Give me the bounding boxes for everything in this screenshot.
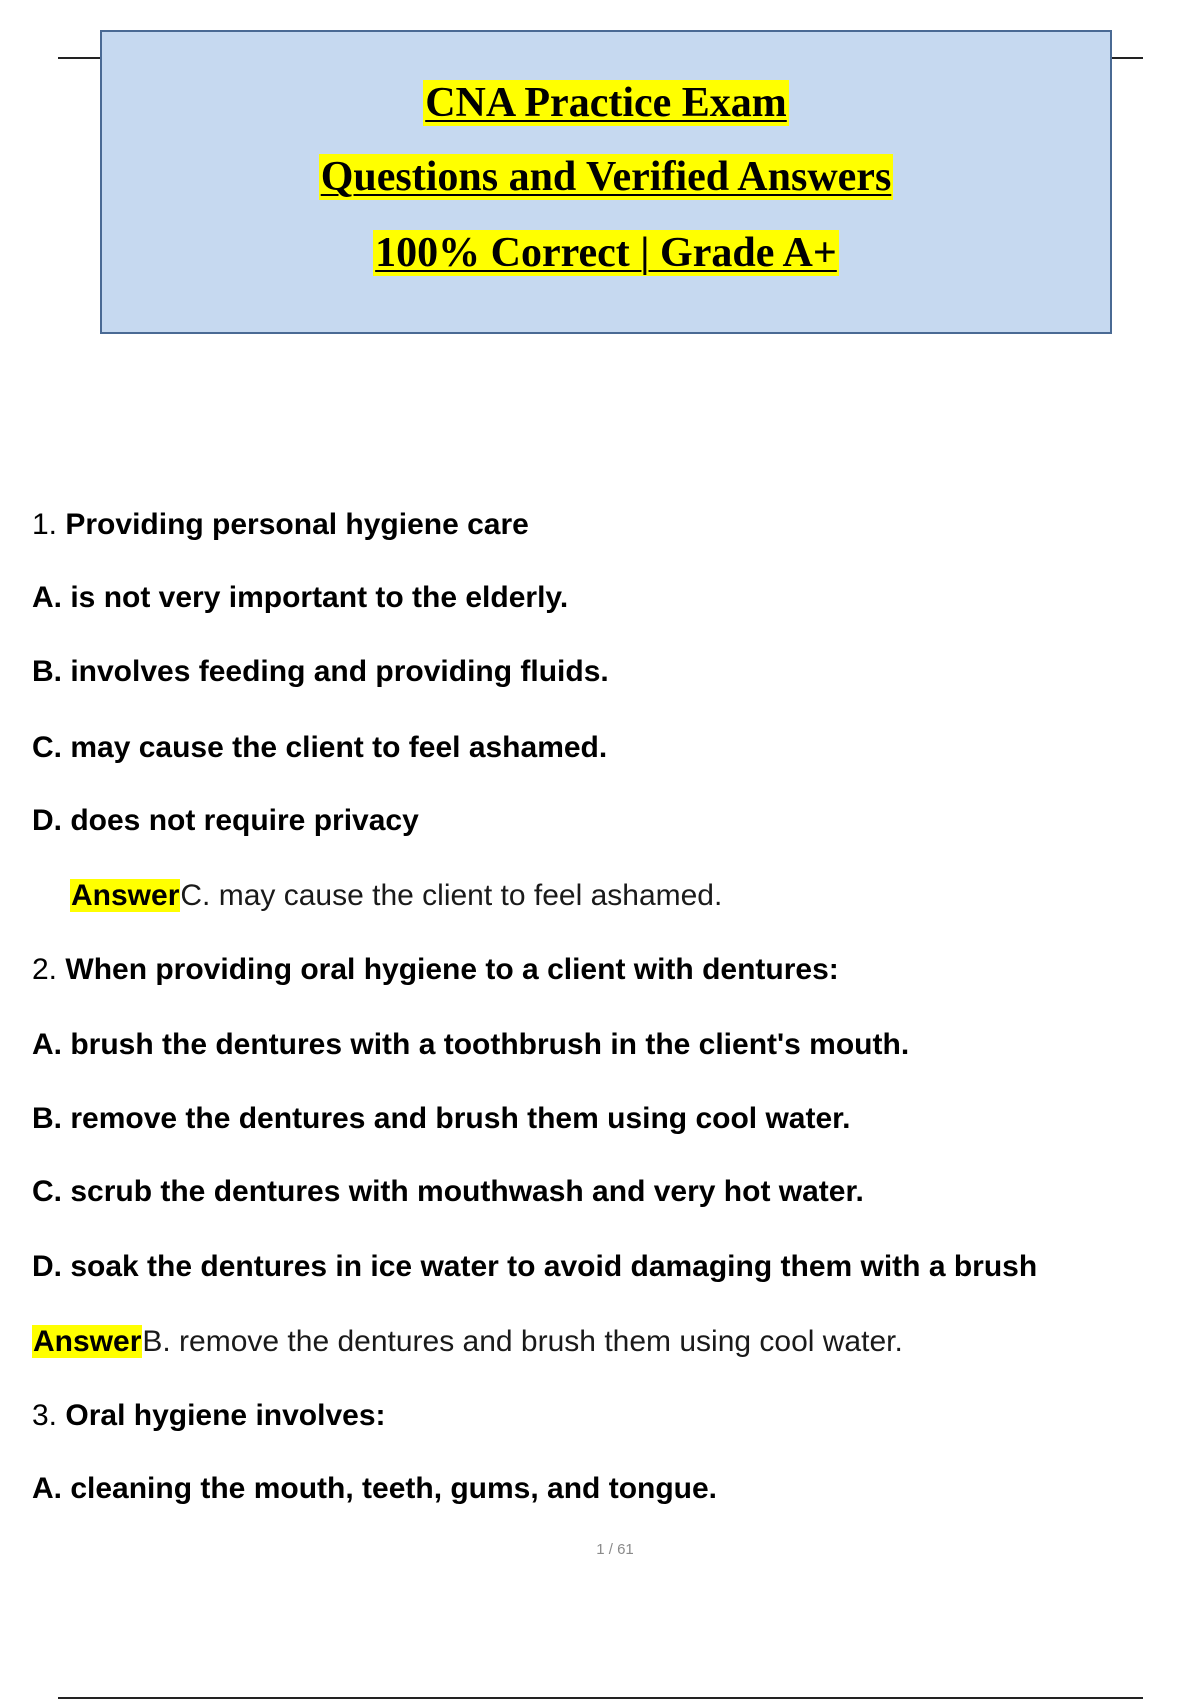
question-2-option-d: D. soak the dentures in ice water to avoid damaging them with a brush — [32, 1250, 1038, 1283]
title-line-2: Questions and Verified Answers — [320, 154, 892, 200]
question-2-answer: AnswerB. remove the dentures and brush them using cool water. — [33, 1325, 903, 1358]
question-1-option-d: D. does not require privacy — [32, 804, 419, 837]
question-2: 2. When providing oral hygiene to a client with dentures: — [32, 953, 839, 986]
question-1-option-c: C. may cause the client to feel ashamed. — [32, 731, 608, 764]
title-box — [100, 30, 1112, 334]
question-3: 3. Oral hygiene involves: — [32, 1399, 386, 1432]
page-indicator: 1 / 61 — [596, 1541, 634, 1558]
question-1-option-a: A. is not very important to the elderly. — [32, 581, 569, 614]
answer-label: Answer — [33, 1325, 142, 1358]
bottom-rule — [58, 1697, 1143, 1699]
title-line-1: CNA Practice Exam — [425, 80, 787, 126]
question-1: 1. Providing personal hygiene care — [32, 508, 529, 541]
question-3-option-a: A. cleaning the mouth, teeth, gums, and tongue. — [32, 1472, 718, 1505]
question-2-option-a: A. brush the dentures with a toothbrush in the client's mouth. — [32, 1028, 910, 1061]
question-1-answer: AnswerC. may cause the client to feel ashamed. — [71, 879, 723, 912]
title-line-3: 100% Correct | Grade A+ — [375, 230, 837, 276]
question-2-option-b: B. remove the dentures and brush them using cool water. — [32, 1102, 851, 1135]
answer-label: Answer — [71, 879, 180, 912]
question-1-option-b: B. involves feeding and providing fluids. — [32, 655, 609, 688]
question-2-option-c: C. scrub the dentures with mouthwash and very hot water. — [32, 1175, 864, 1208]
